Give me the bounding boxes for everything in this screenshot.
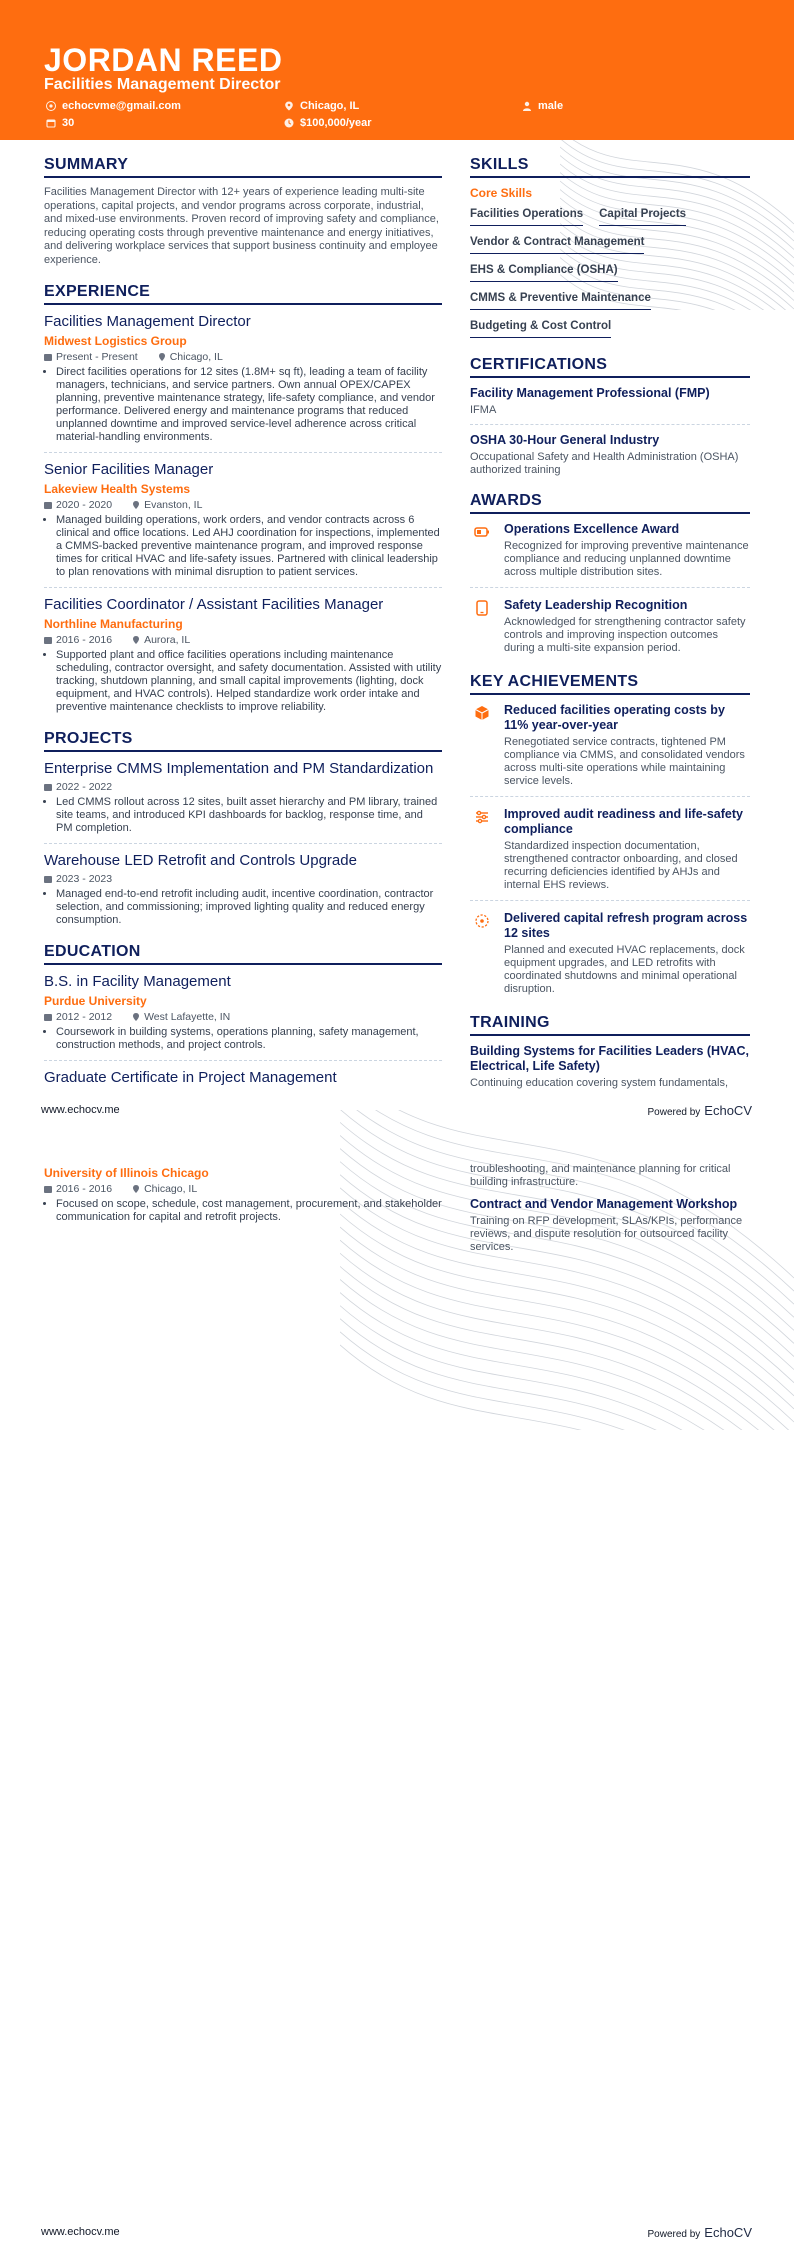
certifications-section bbox=[470, 356, 750, 484]
calendar-icon bbox=[46, 118, 56, 128]
skill-tag: Vendor & Contract Management bbox=[470, 232, 644, 254]
experience-heading: EXPERIENCE bbox=[44, 283, 442, 305]
project-bullet: • Managed end-to-end retrofit including audit, incentive coordination, contractor selection, and commissioning; improved lighting quality and reduced energy consumption. bbox=[56, 888, 442, 927]
education-meta bbox=[44, 1011, 442, 1023]
achievements-section bbox=[470, 673, 750, 1004]
job-location bbox=[132, 499, 202, 511]
age-contact bbox=[46, 117, 74, 129]
achievement-icon-wrap bbox=[470, 703, 494, 788]
job-dates: 2016 - 2016 bbox=[56, 634, 113, 646]
project-meta bbox=[44, 781, 442, 793]
training-desc-part2: troubleshooting, and maintenance planning for critical building infrastructure. bbox=[470, 1163, 731, 1188]
education-section bbox=[44, 943, 442, 1087]
education-dates: 2016 - 2016 bbox=[56, 1183, 113, 1195]
wave-line bbox=[340, 1293, 794, 1430]
training-desc-part1: Continuing education covering system fundamentals, bbox=[470, 1077, 729, 1089]
target-icon bbox=[474, 913, 490, 929]
skill-tag: Facilities Operations bbox=[470, 204, 583, 226]
salary-contact bbox=[284, 117, 372, 129]
award-item bbox=[470, 522, 750, 588]
job-meta bbox=[44, 351, 442, 363]
education-dates: 2012 - 2012 bbox=[56, 1011, 113, 1023]
sliders-icon bbox=[474, 809, 490, 825]
job-meta bbox=[44, 634, 442, 646]
award-desc: Recognized for improving preventive maintenance compliance and reducing unplanned downtime across multiple distribution sites. bbox=[504, 540, 749, 578]
company-name: Lakeview Health Systems bbox=[44, 482, 191, 496]
candidate-title: Facilities Management Director bbox=[44, 76, 281, 93]
map-pin-icon bbox=[132, 1013, 140, 1021]
job-title: Facilities Management Director bbox=[44, 313, 251, 330]
skills-list bbox=[470, 204, 750, 344]
project-meta bbox=[44, 873, 442, 885]
summary-section bbox=[44, 156, 442, 267]
experience-item bbox=[44, 313, 442, 453]
education-location-text: Chicago, IL bbox=[144, 1183, 198, 1195]
award-item bbox=[470, 598, 750, 663]
achievement-icon-wrap bbox=[470, 807, 494, 892]
email-contact[interactable] bbox=[46, 100, 181, 112]
certification-item bbox=[470, 386, 750, 425]
wave-line bbox=[340, 1279, 794, 1430]
location-text: Chicago, IL bbox=[300, 100, 360, 112]
school-name: University of Illinois Chicago bbox=[44, 1166, 209, 1180]
skills-section bbox=[470, 156, 750, 344]
gender-text: male bbox=[538, 100, 564, 112]
education-meta bbox=[44, 1183, 442, 1195]
achievement-title: Delivered capital refresh program across 12 sites bbox=[504, 911, 748, 940]
user-icon bbox=[522, 101, 532, 111]
achievement-desc: Standardized inspection documentation, strengthened contractor onboarding, and closed recurring deficiencies identified by AHJs and internal EHS reviews. bbox=[504, 840, 738, 891]
certification-title: OSHA 30-Hour General Industry bbox=[470, 433, 660, 447]
skill-tag: CMMS & Preventive Maintenance bbox=[470, 288, 651, 310]
achievement-body bbox=[504, 911, 750, 996]
calendar-icon bbox=[44, 783, 52, 791]
wave-line bbox=[340, 1240, 794, 1430]
tablet-icon bbox=[474, 600, 490, 616]
brand-logo: EchoCV bbox=[704, 1103, 752, 1118]
award-desc: Acknowledged for strengthening contractor safety controls and improving inspection outcomes during a multi-site expansion period. bbox=[504, 616, 746, 654]
education-bullets bbox=[44, 1198, 442, 1224]
job-bullet: • Direct facilities operations for 12 sites (1.8M+ sq ft), leading a team of facility managers, technicians, and service partners. Own annual OPEX/CAPEX planning, preventive maintenance strategy, life-safety compliance, and vendor performance. Delivered energy and maintenance programs that reduced unplanned downtime and improved service-level adherence across critical material-handling environments. bbox=[56, 366, 442, 444]
achievement-item bbox=[470, 911, 750, 1004]
project-bullets bbox=[44, 796, 442, 835]
job-bullets bbox=[44, 514, 442, 579]
achievement-body bbox=[504, 703, 750, 788]
job-title: Senior Facilities Manager bbox=[44, 461, 214, 478]
project-bullet: • Led CMMS rollout across 12 sites, built asset hierarchy and PM library, trained site teams, and introduced KPI dashboards for backlog, response time, and PM completion. bbox=[56, 796, 442, 835]
summary-heading: SUMMARY bbox=[44, 156, 442, 178]
salary-text: $100,000/year bbox=[300, 117, 372, 129]
wave-line bbox=[340, 1266, 794, 1430]
achievement-title: Improved audit readiness and life-safety compliance bbox=[504, 807, 743, 836]
left-column-page2 bbox=[44, 1163, 442, 1224]
training-title: Contract and Vendor Management Workshop bbox=[470, 1197, 738, 1211]
job-bullet: • Managed building operations, work orders, and vendor contracts across 6 clinical and office locations. Led AHJ coordination for inspections, implemented a CMMS-backed preventive maintenance program, and improved response times for critical HVAC and life-safety issues. Partnered with clinical leadership to plan renovations with minimal disruption to patient services. bbox=[56, 514, 442, 579]
wave-line bbox=[340, 1332, 794, 1430]
footer-powered bbox=[647, 1103, 752, 1118]
job-location-text: Chicago, IL bbox=[169, 351, 223, 363]
wave-line bbox=[340, 1253, 794, 1430]
left-column bbox=[44, 156, 442, 1087]
clock-icon bbox=[284, 118, 294, 128]
project-title: Warehouse LED Retrofit and Controls Upgrade bbox=[44, 852, 357, 869]
projects-heading: PROJECTS bbox=[44, 730, 442, 752]
powered-by-text: Powered by bbox=[647, 1107, 701, 1118]
education-item bbox=[44, 973, 442, 1061]
map-pin-icon bbox=[132, 501, 140, 509]
award-body bbox=[504, 522, 750, 579]
calendar-icon bbox=[44, 1013, 52, 1021]
job-location-text: Evanston, IL bbox=[144, 499, 203, 511]
award-icon-wrap bbox=[470, 598, 494, 655]
awards-section bbox=[470, 492, 750, 663]
wave-line bbox=[340, 1227, 794, 1430]
job-meta bbox=[44, 499, 442, 511]
map-pin-icon bbox=[158, 353, 166, 361]
experience-section bbox=[44, 283, 442, 722]
job-bullets bbox=[44, 366, 442, 444]
brand-logo: EchoCV bbox=[704, 2225, 752, 2240]
experience-item bbox=[44, 461, 442, 588]
experience-item bbox=[44, 596, 442, 722]
education-bullet: • Coursework in building systems, operations planning, safety management, construction methods, and project controls. bbox=[56, 1026, 442, 1052]
achievements-heading: KEY ACHIEVEMENTS bbox=[470, 673, 750, 695]
achievement-icon-wrap bbox=[470, 911, 494, 996]
right-column bbox=[470, 156, 750, 1090]
page-footer-2 bbox=[0, 2223, 794, 2243]
at-icon bbox=[46, 101, 56, 111]
footer-site-link[interactable]: www.echocv.me bbox=[41, 1104, 120, 1116]
award-title: Safety Leadership Recognition bbox=[504, 598, 688, 612]
right-column-page2 bbox=[470, 1163, 750, 1254]
calendar-icon bbox=[44, 875, 52, 883]
award-body bbox=[504, 598, 750, 655]
header bbox=[0, 0, 794, 140]
candidate-name: JORDAN REED bbox=[44, 42, 283, 78]
achievement-title: Reduced facilities operating costs by 11% year-over-year bbox=[504, 703, 725, 732]
award-title: Operations Excellence Award bbox=[504, 522, 680, 536]
email-text: echocvme@gmail.com bbox=[62, 100, 181, 112]
footer-powered bbox=[647, 2225, 752, 2240]
training-item bbox=[470, 1197, 750, 1254]
education-location-text: West Lafayette, IN bbox=[144, 1011, 231, 1023]
achievement-desc: Planned and executed HVAC replacements, dock equipment upgrades, and LED retrofits with coordinated shutdowns and minimal operational disruption. bbox=[504, 944, 745, 995]
education-item-continued bbox=[44, 1166, 442, 1224]
training-section bbox=[470, 1014, 750, 1090]
certification-issuer: Occupational Safety and Health Administration (OSHA) authorized training bbox=[470, 451, 739, 476]
job-location bbox=[132, 634, 190, 646]
wave-line bbox=[340, 1319, 794, 1430]
degree-title: Graduate Certificate in Project Management bbox=[44, 1069, 337, 1086]
calendar-icon bbox=[44, 1185, 52, 1193]
training-desc: Training on RFP development, SLAs/KPIs, performance reviews, and dispute resolution for outsourced facility services. bbox=[470, 1215, 743, 1253]
training-heading: TRAINING bbox=[470, 1014, 750, 1036]
job-location-text: Aurora, IL bbox=[144, 634, 191, 646]
achievement-body bbox=[504, 807, 750, 892]
skill-tag: Capital Projects bbox=[599, 204, 686, 226]
education-location bbox=[132, 1183, 197, 1195]
map-pin-icon bbox=[132, 636, 140, 644]
education-bullet: • Focused on scope, schedule, cost management, procurement, and stakeholder communication for capital and retrofit projects. bbox=[56, 1198, 442, 1224]
job-bullets bbox=[44, 649, 442, 714]
powered-by-text: Powered by bbox=[647, 2229, 701, 2240]
map-pin-icon bbox=[132, 1185, 140, 1193]
wave-line bbox=[340, 1306, 794, 1430]
school-name: Purdue University bbox=[44, 994, 147, 1008]
location-contact bbox=[284, 100, 359, 112]
project-bullets bbox=[44, 888, 442, 927]
gender-contact bbox=[522, 100, 563, 112]
project-item bbox=[44, 852, 442, 935]
company-name: Northline Manufacturing bbox=[44, 617, 183, 631]
skill-tag: Budgeting & Cost Control bbox=[470, 316, 611, 338]
calendar-icon bbox=[44, 636, 52, 644]
project-title: Enterprise CMMS Implementation and PM Standardization bbox=[44, 760, 434, 777]
achievement-desc: Renegotiated service contracts, tightened PM compliance via CMMS, and consolidated vendors across multi-site operations while maintaining service levels. bbox=[504, 736, 745, 787]
certification-item bbox=[470, 433, 750, 484]
job-dates: Present - Present bbox=[56, 351, 138, 363]
education-heading: EDUCATION bbox=[44, 943, 442, 965]
degree-title: B.S. in Facility Management bbox=[44, 973, 231, 990]
award-icon-wrap bbox=[470, 522, 494, 579]
awards-heading: AWARDS bbox=[470, 492, 750, 514]
project-dates: 2023 - 2023 bbox=[56, 873, 113, 885]
company-name: Midwest Logistics Group bbox=[44, 334, 187, 348]
job-dates: 2020 - 2020 bbox=[56, 499, 113, 511]
age-text: 30 bbox=[62, 117, 75, 129]
calendar-icon bbox=[44, 353, 52, 361]
training-title: Building Systems for Facilities Leaders (HVAC, Electrical, Life Safety) bbox=[470, 1044, 750, 1073]
education-bullets bbox=[44, 1026, 442, 1052]
summary-text: Facilities Management Director with 12+ years of experience leading multi-site operations, capital projects, and vendor programs across corporate, industrial, and mixed-use environments. Proven record of improving safety and compliance, reducing operating costs through preventive maintenance and energy initiatives, and delivering workplace services that support business continuity and employee experience. bbox=[44, 186, 439, 266]
footer-site-link[interactable]: www.echocv.me bbox=[41, 2226, 120, 2238]
page-footer bbox=[0, 1101, 794, 1121]
job-bullet: • Supported plant and office facilities operations including maintenance scheduling, contractor oversight, and safety documentation. Assisted with utility tracking, shutdown planning, and small capital improvements (lighting, dock equipment, and HVAC controls). Helped standardize work order intake and preventive maintenance checklists to improve reliability. bbox=[56, 649, 442, 714]
achievement-item bbox=[470, 703, 750, 797]
projects-section bbox=[44, 730, 442, 935]
project-item bbox=[44, 760, 442, 844]
certifications-heading: CERTIFICATIONS bbox=[470, 356, 750, 378]
achievement-item bbox=[470, 807, 750, 901]
job-title: Facilities Coordinator / Assistant Facilities Manager bbox=[44, 596, 384, 613]
wave-decoration-page-break bbox=[340, 1110, 794, 1430]
map-pin-icon bbox=[284, 101, 294, 111]
job-location bbox=[158, 351, 223, 363]
calendar-icon bbox=[44, 501, 52, 509]
certification-title: Facility Management Professional (FMP) bbox=[470, 386, 710, 400]
skills-heading: SKILLS bbox=[470, 156, 750, 178]
education-location bbox=[132, 1011, 230, 1023]
skills-subheading: Core Skills bbox=[470, 186, 533, 200]
skill-tag: EHS & Compliance (OSHA) bbox=[470, 260, 618, 282]
certification-issuer: IFMA bbox=[470, 404, 497, 416]
project-dates: 2022 - 2022 bbox=[56, 781, 113, 793]
cube-icon bbox=[474, 705, 490, 721]
wave-line bbox=[340, 1345, 794, 1430]
battery-icon bbox=[474, 524, 490, 540]
